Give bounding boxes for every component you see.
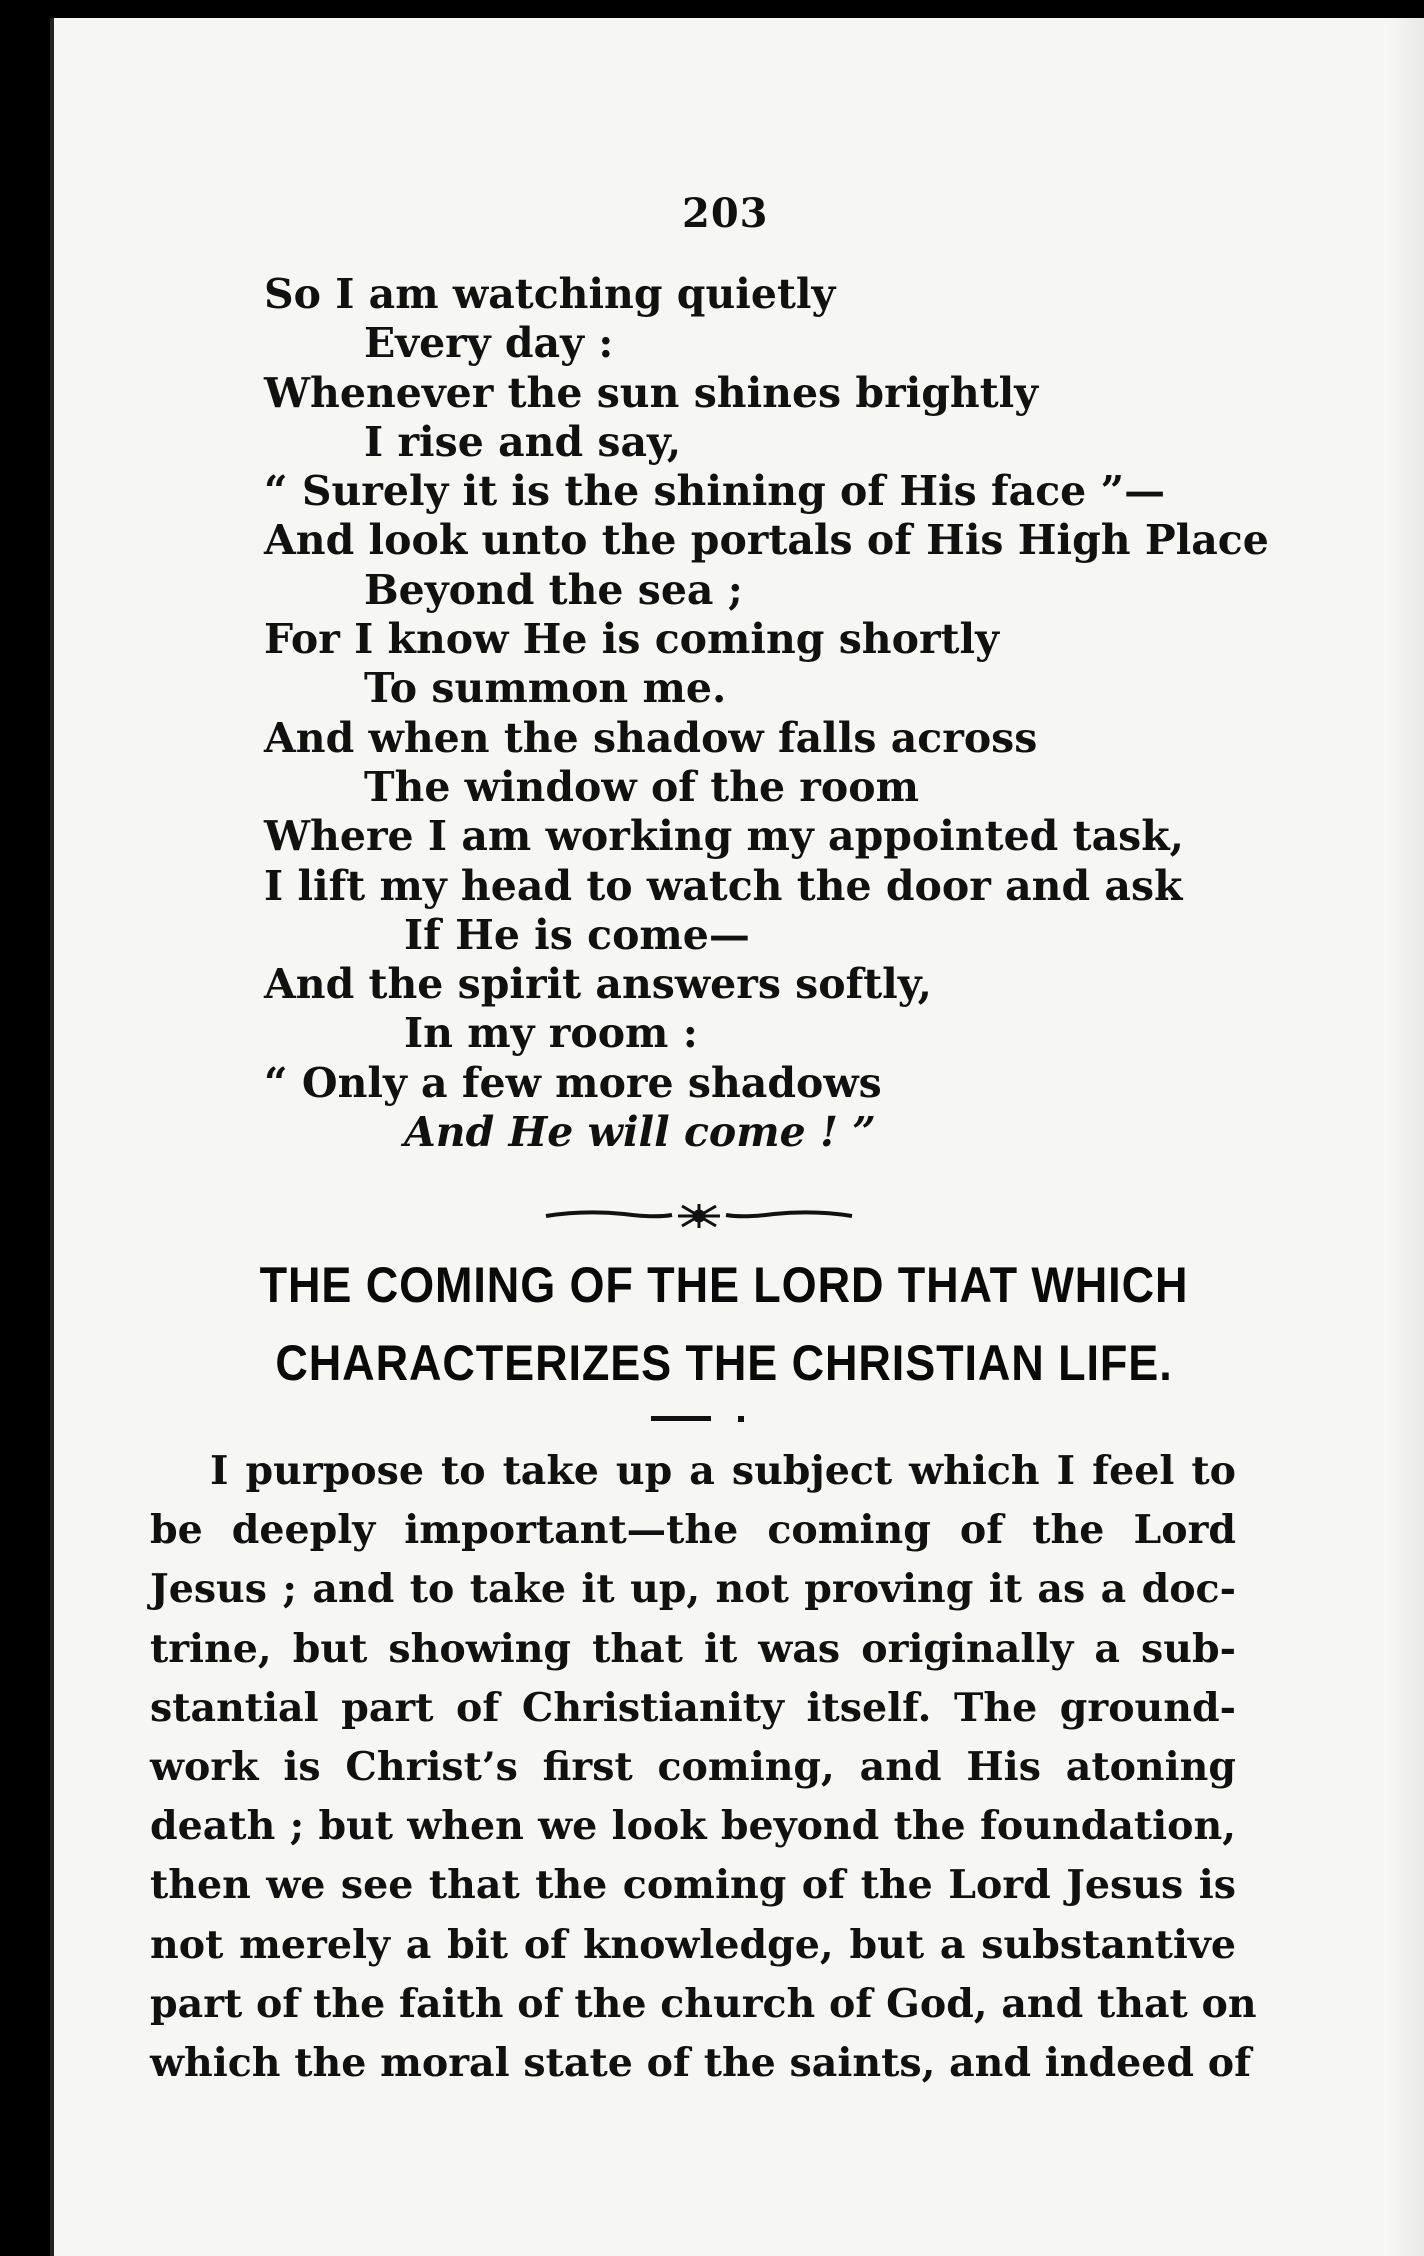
page-edge-shadow: [1388, 18, 1424, 2256]
book-page: [50, 18, 1424, 2256]
heading-rule: [651, 1416, 711, 1421]
poem-line: In my room :: [404, 1009, 698, 1058]
poem-line: So I am watching quietly: [264, 270, 836, 318]
body-line: Jesus ; and to take it up, not proving it as a doc-: [150, 1566, 1236, 1613]
poem-line: Beyond the sea ;: [364, 565, 743, 614]
poem: [264, 270, 1284, 1157]
poem-line: For I know He is coming shortly: [264, 615, 999, 664]
poem-line: The window of the room: [364, 762, 919, 811]
poem-line: Whenever the sun shines brightly: [264, 368, 1039, 417]
poem-line: “ Surely it is the shining of His face ”—: [264, 467, 1166, 516]
body-line: which the moral state of the saints, and indeed of: [150, 2040, 1252, 2087]
heading-line: THE COMING OF THE LORD THAT WHICH: [259, 1257, 1189, 1313]
ornament-divider: [544, 1196, 854, 1236]
poem-line: And look unto the portals of His High Place: [264, 516, 1269, 565]
poem-line: I rise and say,: [364, 417, 682, 466]
poem-line: And when the shadow falls across: [264, 713, 1038, 762]
poem-line: And He will come ! ”: [404, 1108, 876, 1157]
poem-line: And the spirit answers softly,: [264, 960, 932, 1009]
body-line: be deeply important—the coming of the Lord: [150, 1507, 1236, 1554]
body-line: not merely a bit of knowledge, but a substantive: [150, 1921, 1236, 1968]
body-line: then we see that the coming of the Lord Jesus is: [150, 1862, 1236, 1909]
poem-line: Where I am working my appointed task,: [264, 812, 1184, 861]
body-line: death ; but when we look beyond the foundation,: [150, 1803, 1236, 1850]
heading-rule-dot: [738, 1416, 744, 1422]
poem-line: “ Only a few more shadows: [264, 1058, 882, 1107]
page-number: 203: [682, 190, 769, 237]
heading-line: CHARACTERIZES THE CHRISTIAN LIFE.: [275, 1335, 1173, 1391]
body-paragraph: [150, 1442, 1257, 2093]
body-line: part of the faith of the church of God, and that on: [150, 1980, 1257, 2027]
body-line: stantial part of Christianity itself. The ground-: [150, 1684, 1236, 1731]
section-heading: [211, 1246, 1237, 1402]
poem-line: If He is come—: [404, 910, 750, 959]
body-line: trine, but showing that it was originally a sub-: [150, 1625, 1236, 1672]
body-line: I purpose to take up a subject which I feel to: [210, 1448, 1236, 1494]
body-line: work is Christ’s first coming, and His atoning: [150, 1744, 1236, 1791]
poem-line: Every day :: [364, 319, 614, 368]
poem-line: I lift my head to watch the door and ask: [264, 861, 1183, 910]
poem-line: To summon me.: [364, 664, 727, 713]
